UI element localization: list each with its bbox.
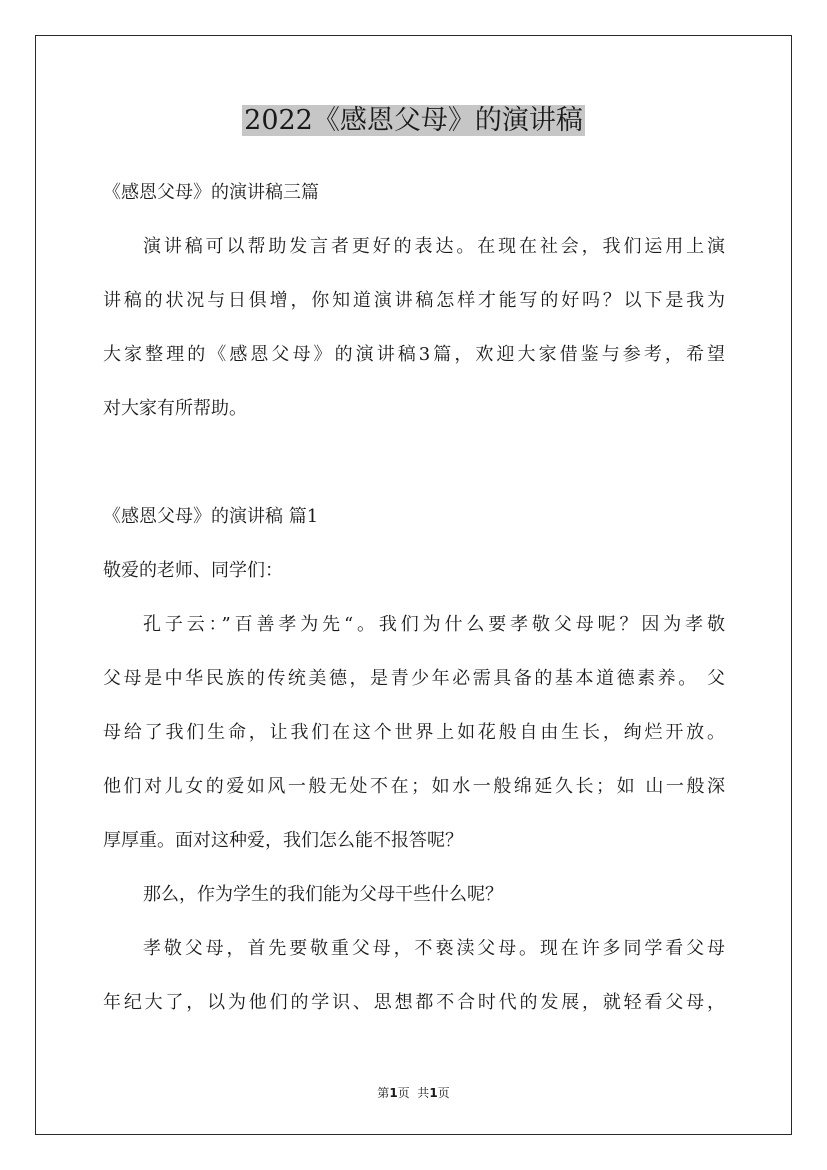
footer-page-prefix: 第 (377, 1086, 390, 1100)
salutation: 敬爱的老师、同学们： (103, 560, 283, 581)
footer-page-suffix: 页 (437, 1086, 450, 1100)
paragraph-line: 厚厚重。面对这种爱，我们怎么能不报答呢？ (103, 830, 463, 851)
paragraph-line: 年纪大了，以为他们的学识、思想都不合时代的发展，就轻看父母， (103, 992, 725, 1013)
paragraph-line: 孔子云：”百善孝为先“。我们为什么要孝敬父母呢？因为孝敬 (143, 614, 725, 635)
paragraph-line: 他们对儿女的爱如风一般无处不在；如水一般绵延久长；如 山一般深 (103, 776, 725, 797)
paragraph-line: 父母是中华民族的传统美德，是青少年必需具备的基本道德素养。 父 (103, 668, 725, 689)
intro-line: 讲稿的状况与日俱增，你知道演讲稿怎样才能写的好吗？以下是我为 (103, 290, 725, 311)
paragraph-line: 孝敬父母，首先要敬重父母，不亵渎父母。现在许多同学看父母 (143, 938, 725, 959)
page-footer (0, 1084, 827, 1101)
paragraph-line: 母给了我们生命，让我们在这个世界上如花般自由生长，绚烂开放。 (103, 722, 725, 743)
intro-line: 演讲稿可以帮助发言者更好的表达。在现在社会，我们运用上演 (143, 236, 725, 257)
paragraph-line: 那么，作为学生的我们能为父母干些什么呢？ (143, 884, 503, 905)
footer-page-mid: 页 共 (397, 1086, 430, 1100)
footer-page-number: 1 (389, 1086, 398, 1100)
section-heading: 《感恩父母》的演讲稿 篇1 (103, 506, 319, 527)
document-title: 2022《感恩父母》的演讲稿 (244, 105, 583, 136)
intro-line: 对大家有所帮助。 (103, 398, 247, 419)
intro-line: 大家整理的《感恩父母》的演讲稿3篇，欢迎大家借鉴与参考，希望 (103, 344, 725, 365)
document-subtitle: 《感恩父母》的演讲稿三篇 (103, 182, 319, 203)
footer-page-total: 1 (429, 1086, 438, 1100)
